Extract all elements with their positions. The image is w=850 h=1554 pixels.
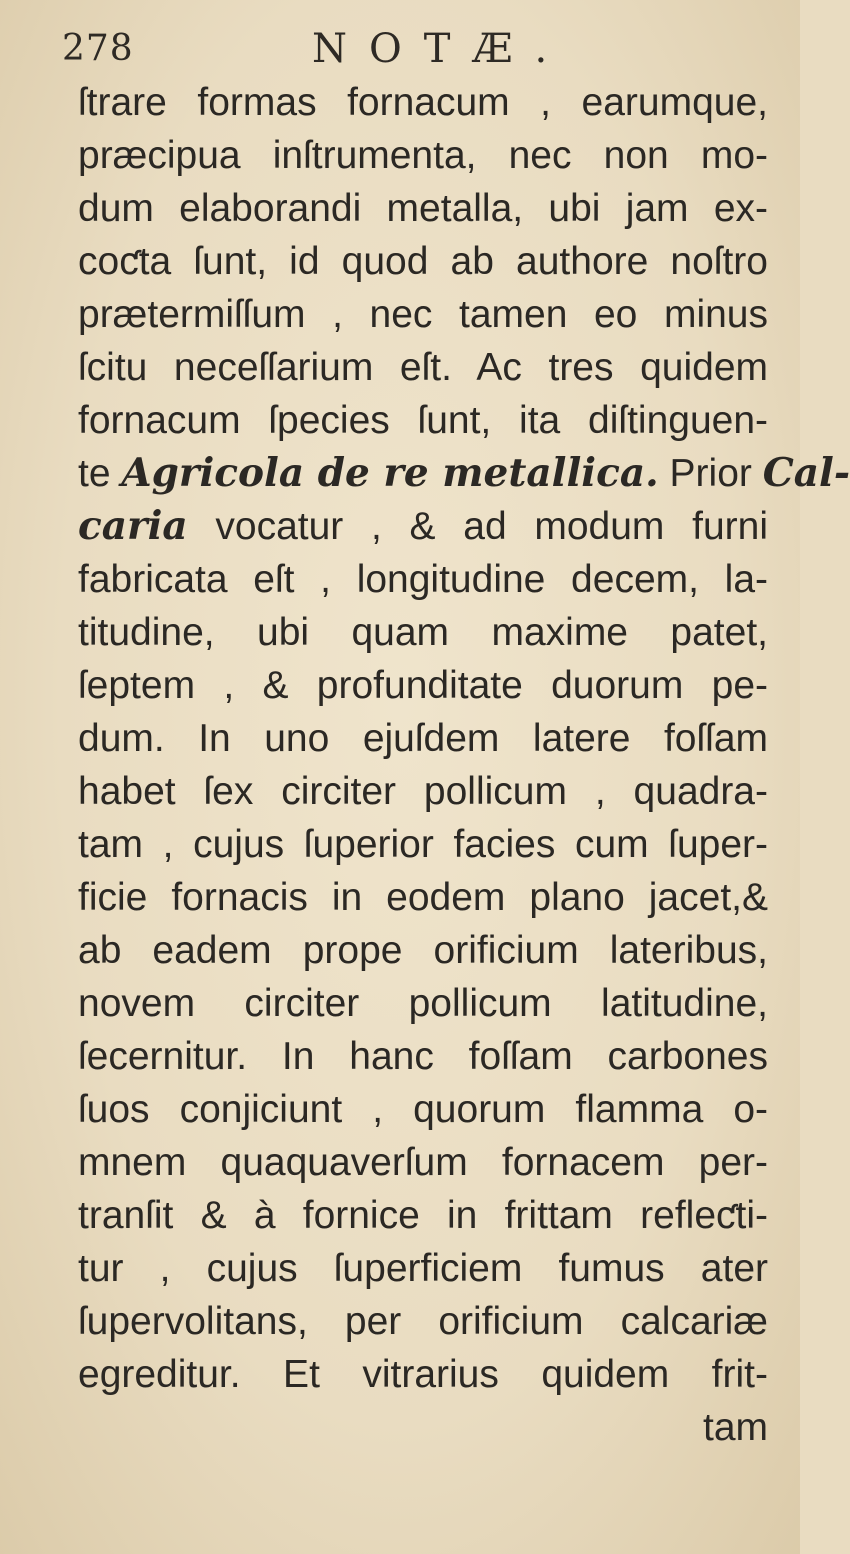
text-line: tur , cujus ſuperficiem fumus ater (78, 1247, 768, 1290)
italic-text: Agricola de re metallica. (121, 450, 659, 496)
text-line: fornacum ſpecies ſunt, ita diſtinguen- (78, 399, 768, 442)
text-line: habet ſex circiter pollicum , quadra- (78, 770, 768, 813)
text-line: egreditur. Et vitrarius quidem frit- (78, 1353, 768, 1396)
text-line: tam , cujus ſuperior facies cum ſuper- (78, 823, 768, 866)
running-head (62, 18, 762, 74)
text-line: caria vocatur , & ad modum furni (78, 503, 768, 549)
text-line: coƈta ſunt, id quod ab authore noſtro (78, 240, 768, 283)
text-line: novem circiter pollicum latitudine, (78, 982, 768, 1025)
text-line: fabricata eſt , longitudine decem, la- (78, 558, 768, 601)
catchword: tam (702, 1406, 768, 1449)
text-line: ab eadem prope orificium lateribus, (78, 929, 768, 972)
text-line: prætermiſſum , nec tamen eo minus (78, 293, 768, 336)
text-line: ſecernitur. In hanc foſſam carbones (78, 1035, 768, 1078)
page-number: 278 (62, 28, 134, 69)
text-line: titudine, ubi quam maxime patet, (78, 611, 768, 654)
text-line: ſupervolitans, per orificium calcariæ (78, 1300, 768, 1343)
text-line: dum elaborandi metalla, ubi jam ex- (78, 187, 768, 230)
italic-text: Cal- (762, 450, 850, 496)
text-line: ſtrare formas fornacum , earumque, (78, 81, 768, 124)
italic-text: caria (78, 503, 188, 549)
section-title: NOTÆ. (312, 26, 570, 72)
text-line: mnem quaquaverſum fornacem per- (78, 1141, 768, 1184)
text-line: ficie fornacis in eodem plano jacet,& (78, 876, 768, 919)
text-line: ſuos conjiciunt , quorum flamma o- (78, 1088, 768, 1131)
body-text (78, 76, 850, 1454)
text-line: te Agricola de re metallica. Prior Cal- (78, 450, 850, 496)
text-line: præcipua inſtrumenta, nec non mo- (78, 134, 768, 177)
text-line: ſeptem , & profunditate duorum pe- (78, 664, 768, 707)
text-line: ſcitu neceſſarium eſt. Ac tres quidem (78, 346, 768, 389)
text-line: tranſit & à fornice in frittam refleƈti- (78, 1194, 768, 1237)
text-line: dum. In uno ejuſdem latere foſſam (78, 717, 768, 760)
